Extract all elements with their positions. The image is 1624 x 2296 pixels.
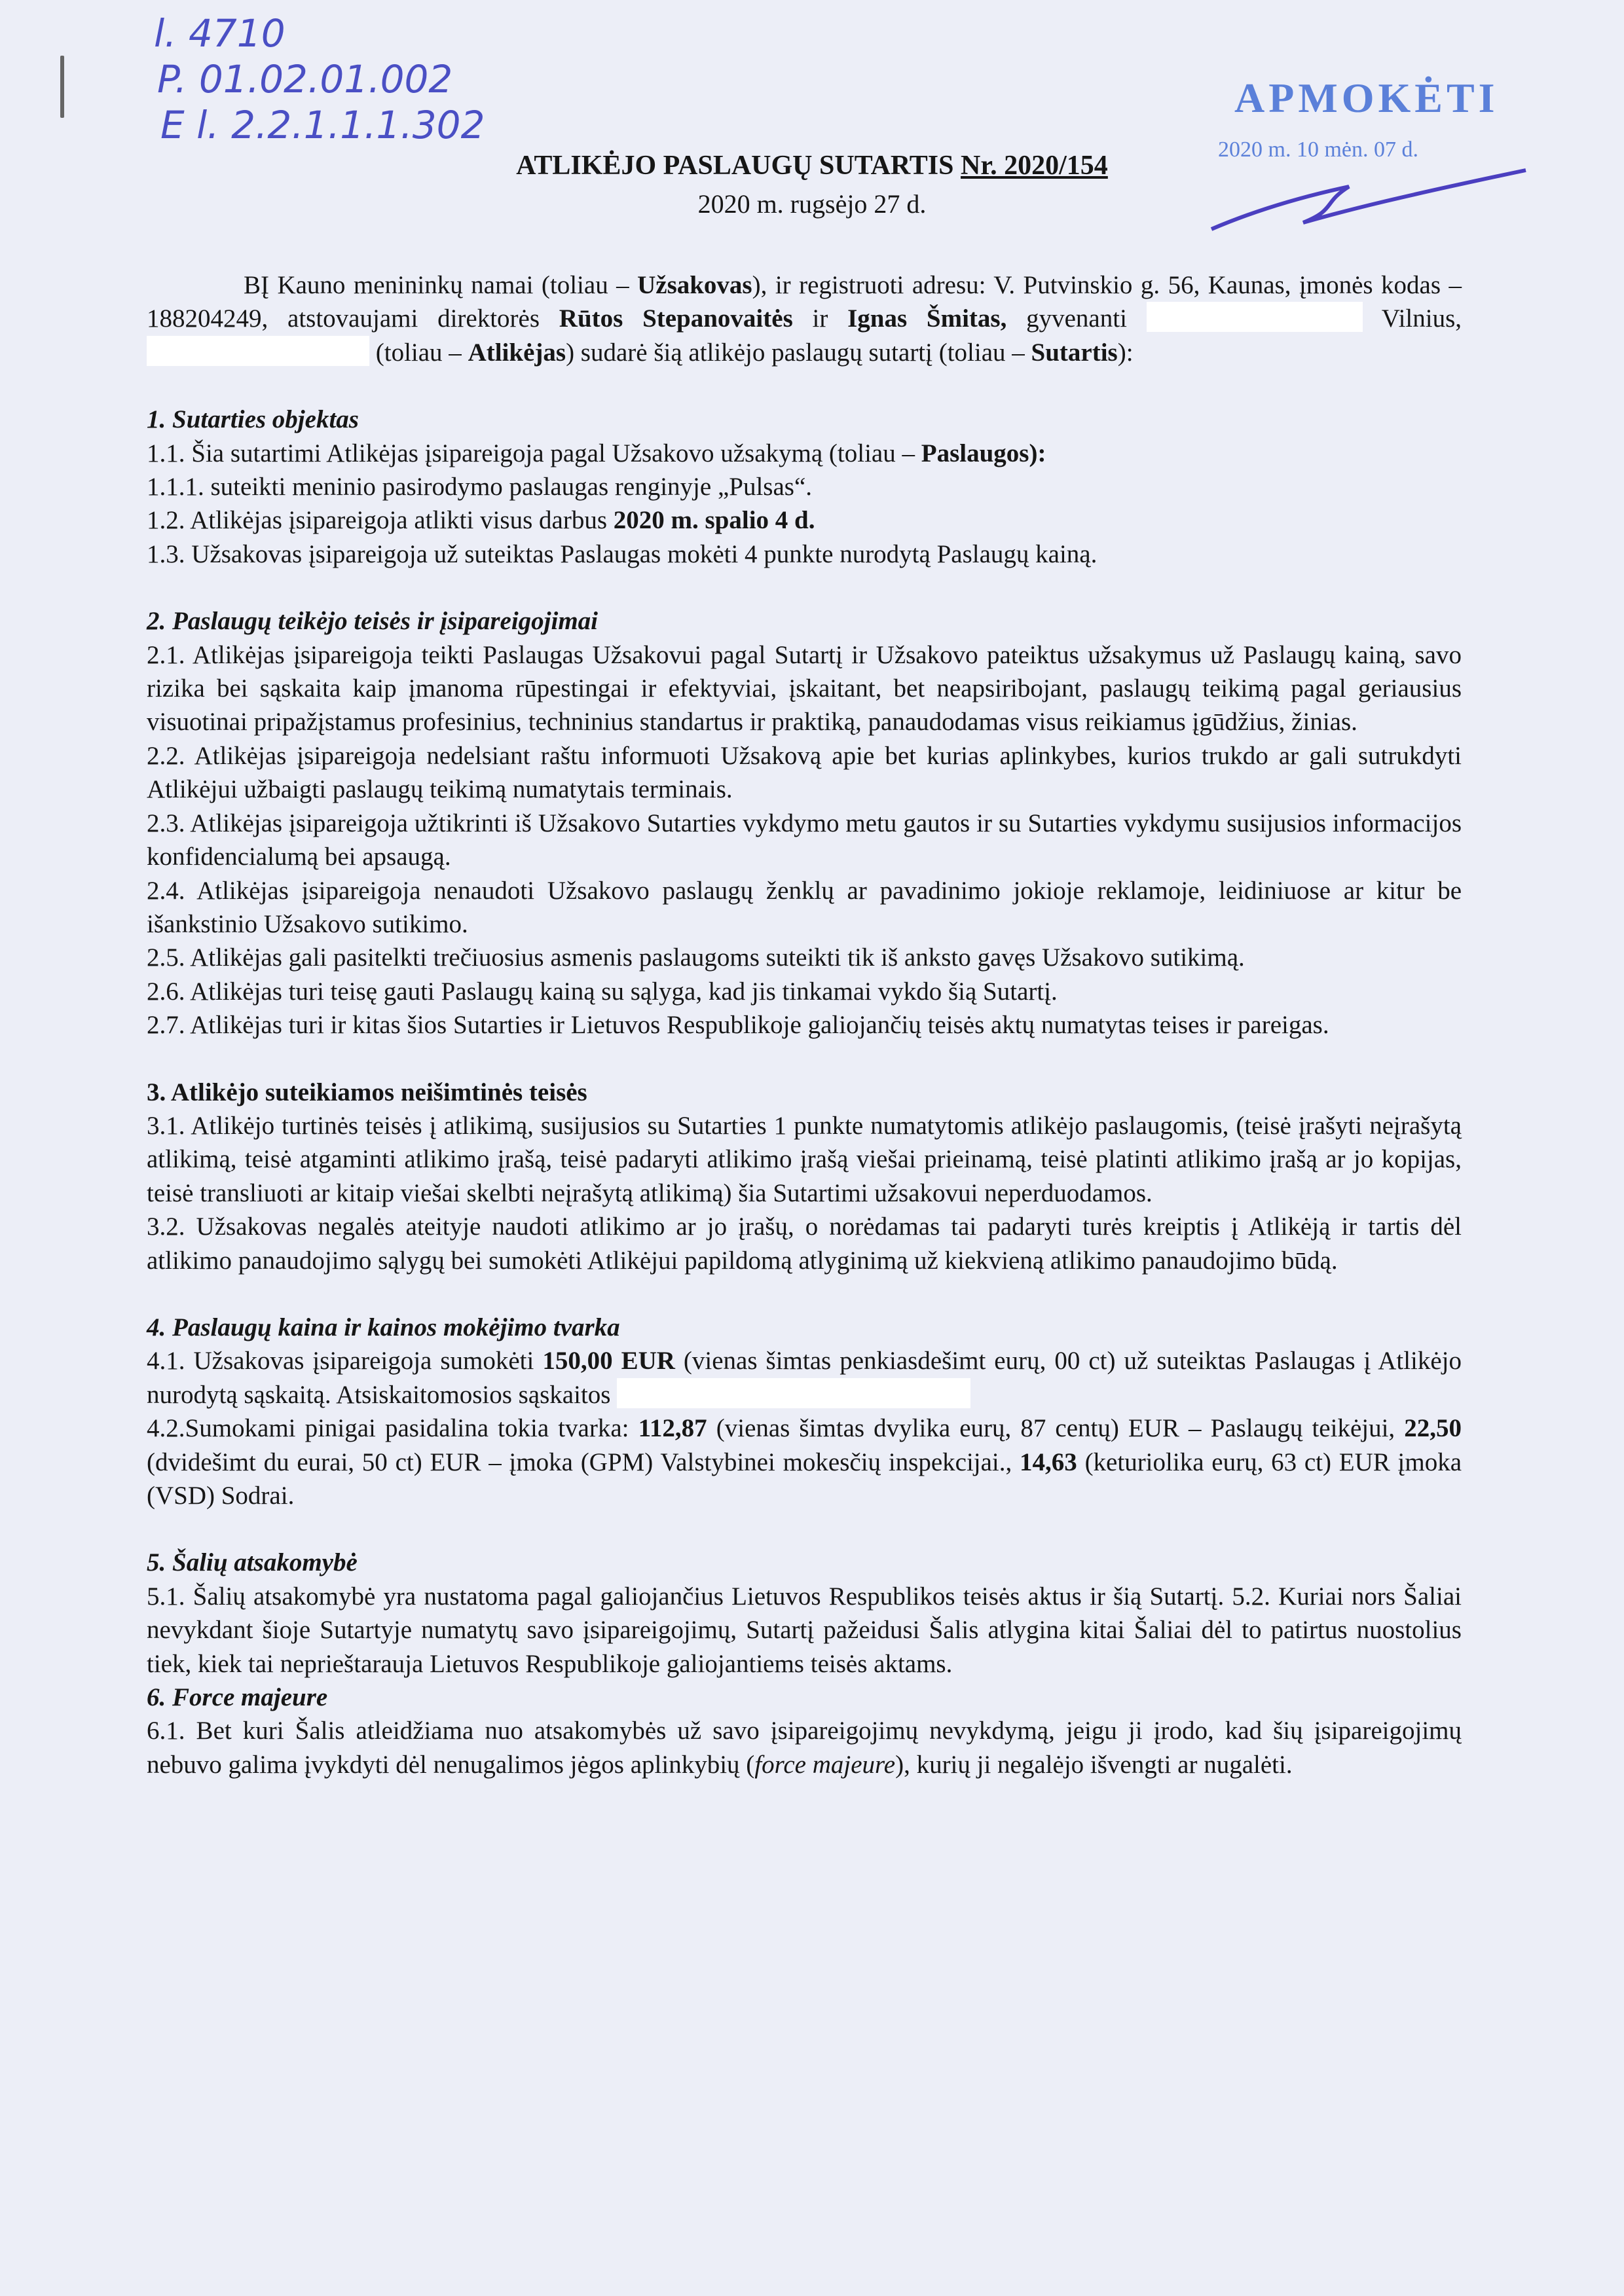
text-segment: 1. Sutarties objektas	[147, 405, 359, 434]
text-segment: ir	[792, 304, 848, 333]
binder-mark	[60, 56, 64, 118]
bold-text: 112,87	[638, 1414, 707, 1443]
section-gap	[147, 1042, 1462, 1076]
text-segment: 1.2. Atlikėjas įsipareigoja atlikti visus darbus	[147, 506, 614, 535]
text-segment: 6. Force majeure	[147, 1683, 328, 1712]
paragraph	[147, 739, 1462, 807]
paragraph	[147, 1109, 1462, 1210]
section-heading	[147, 604, 1462, 638]
bold-text: 2020 m. spalio 4 d.	[613, 506, 815, 535]
handwritten-note-1: l. 4710	[154, 11, 286, 56]
document-body	[147, 268, 1462, 1781]
redacted-block	[147, 336, 369, 366]
paragraph	[147, 1210, 1462, 1277]
text-segment: 5.1. Šalių atsakomybė yra nustatoma pagal galiojančius Lietuvos Respublikos teisės aktus ir šią Sutartį. 5.2. Kuriai nors Šaliai nevykdant šioje Sutartyje numatytų savo įsipareigojimų, Sutartį pažeidusi Šalis atlygina kitai Šaliai dėl to patirtus nuostolius tiek, kiek tai neprieštarauja Lietuvos Respublikoje galiojantiems teisės aktams.	[147, 1582, 1462, 1678]
bold-text: 22,50	[1404, 1414, 1462, 1443]
text-segment: 1.3. Užsakovas įsipareigoja už suteiktas Paslaugas mokėti 4 punkte nurodytą Paslaugų kainą.	[147, 539, 1098, 568]
text-segment: 2. Paslaugų teikėjo teisės ir įsipareigojimai	[147, 607, 599, 636]
text-segment: (dvidešimt du eurai, 50 ct) EUR – įmoka (GPM) Valstybinei mokesčių inspekcijai.,	[147, 1448, 1020, 1476]
section-gap	[147, 1277, 1462, 1311]
text-segment: 2.4. Atlikėjas įsipareigoja nenaudoti Užsakovo paslaugų ženklų ar pavadinimo jokioje reklamoje, leidiniuose ar kitur be išankstinio Užsakovo sutikimo.	[147, 876, 1462, 938]
paragraph	[147, 1008, 1462, 1042]
bold-text: Ignas Šmitas,	[847, 304, 1007, 333]
redacted-block	[1147, 302, 1363, 332]
text-segment: BĮ Kauno menininkų namai (toliau –	[244, 271, 638, 299]
bold-text: Paslaugos):	[921, 439, 1046, 467]
document-date: 2020 m. rugsėjo 27 d.	[697, 189, 927, 219]
text-segment: 3.1. Atlikėjo turtinės teisės į atlikimą, susijusios su Sutarties 1 punkte numatytomis atlikėjo paslaugomis, (teisė įrašyti neįrašytą atlikimą, teisė atgaminti atlikimo įrašą, teisė padaryti atlikimo įrašą viešai prieinamą, teisė platinti atlikimo įrašą ar jo kopijas, teisė transliuoti ar kitaip viešai skelbti neįrašytą atlikimą) šia Sutartimi užsakovui neperduodamos.	[147, 1111, 1462, 1207]
text-segment: 3.2. Užsakovas negalės ateityje naudoti atlikimo ar jo įrašų, o norėdamas tai padaryti turės kreiptis į Atlikėją ir tartis dėl atlikimo panaudojimo sąlygų bei sumokėti Atlikėjui papildomą atlyginimą už kiekvieną atlikimo panaudojimo būdą.	[147, 1212, 1462, 1275]
section-heading	[147, 1681, 1462, 1714]
section-gap	[147, 571, 1462, 604]
document-title	[0, 149, 1624, 182]
text-segment: 6.1. Bet kuri Šalis atleidžiama nuo atsakomybės už savo įsipareigojimų nevykdymą, jeigu ji įrodo, kad šių įsipareigojimų nebuvo galima įvykdyti dėl nenugalimos jėgos aplinkybių (	[147, 1717, 1462, 1779]
text-segment: 1.1. Šia sutartimi Atlikėjas įsipareigoja pagal Užsakovo užsakymą (toliau –	[147, 439, 921, 467]
bold-text: Sutartis	[1031, 338, 1118, 367]
text-segment: 3. Atlikėjo suteikiamos neišimtinės teisės	[147, 1078, 587, 1106]
paragraph	[147, 941, 1462, 974]
stamp-paid-title: APMOKĖTI	[1234, 75, 1499, 121]
paragraph	[147, 638, 1462, 739]
title-text: ATLIKĖJO PASLAUGŲ SUTARTIS	[516, 151, 961, 181]
italic-text: force majeure	[754, 1750, 896, 1779]
text-segment: 4. Paslaugų kaina ir kainos mokėjimo tvarka	[147, 1313, 620, 1341]
paragraph	[147, 538, 1462, 571]
section-gap	[147, 369, 1462, 403]
paragraph	[147, 503, 1462, 537]
paragraph	[147, 1344, 1462, 1412]
text-segment: ), kurių ji negalėjo išvengti ar nugalėti.	[895, 1750, 1293, 1779]
text-segment: 1.1.1. suteikti meninio pasirodymo paslaugas renginyje „Pulsas“.	[147, 473, 812, 501]
paragraph	[147, 975, 1462, 1008]
text-segment: 2.7. Atlikėjas turi ir kitas šios Sutarties ir Lietuvos Respublikoje galiojančių teisės aktų numatytas teises ir pareigas.	[147, 1011, 1329, 1040]
paragraph	[147, 268, 1462, 369]
redacted-block	[617, 1378, 970, 1408]
text-segment: 2.1. Atlikėjas įsipareigoja teikti Paslaugas Užsakovui pagal Sutartį ir Užsakovo pateiktus užsakymus už Paslaugų kainą, savo rizika bei sąskaita kaip įmanoma rūpestingai ir efektyviai, įskaitant, bet neapsiribojant, paslaugų teikimą pagal geriausius visuotinai pripažįstamus profesinius, techninius standartus ir praktiką, panaudodamas visus reikiamus įgūdžius, žinias.	[147, 640, 1462, 737]
text-segment: (keturiolika eurų, 63 ct) EUR įmoka (VSD) Sodrai.	[147, 1448, 1462, 1510]
text-segment: ):	[1117, 338, 1134, 367]
contract-number: Nr. 2020/154	[961, 151, 1108, 181]
paragraph	[147, 874, 1462, 941]
section-heading	[147, 1546, 1462, 1579]
bold-text: Užsakovas	[637, 271, 752, 299]
text-segment: 5. Šalių atsakomybė	[147, 1548, 358, 1577]
handwritten-note-2: P. 01.02.01.002	[157, 57, 453, 101]
text-segment: 4.1. Užsakovas įsipareigoja sumokėti	[147, 1347, 543, 1376]
paragraph	[147, 1580, 1462, 1681]
bold-text: Atlikėjas	[468, 338, 566, 367]
section-gap	[147, 1512, 1462, 1546]
text-segment: ) sudarė šią atlikėjo paslaugų sutartį (toliau –	[566, 338, 1031, 367]
text-segment: 2.5. Atlikėjas gali pasitelkti trečiuosius asmenis paslaugoms suteikti tik iš anksto gavęs Užsakovo sutikimą.	[147, 943, 1245, 972]
paragraph	[147, 437, 1462, 470]
text-segment: Vilnius,	[1362, 304, 1462, 333]
text-segment: gyvenanti	[1006, 304, 1147, 333]
text-segment: 4.2.Sumokami pinigai pasidalina tokia tvarka:	[147, 1414, 638, 1443]
bold-text: 150,00 EUR	[542, 1347, 675, 1376]
section-heading	[147, 1076, 1462, 1109]
text-segment: 2.2. Atlikėjas įsipareigoja nedelsiant raštu informuoti Užsakovą apie bet kurias aplinkybes, kurios trukdo ar gali sutrukdyti Atlikėjui užbaigti paslaugų teikimą numatytais terminais.	[147, 741, 1462, 804]
bold-text: 14,63	[1020, 1448, 1077, 1476]
paragraph	[147, 1714, 1462, 1781]
paragraph	[147, 1412, 1462, 1512]
paragraph	[147, 470, 1462, 503]
section-heading	[147, 1311, 1462, 1344]
section-heading	[147, 403, 1462, 436]
text-segment: ), ir registruoti adresu: V. Putvinskio g. 56, Kaunas, įmonės kodas – 188204249, atstovaujami direktorės	[147, 271, 1462, 333]
paragraph	[147, 807, 1462, 874]
text-segment: (vienas šimtas penkiasdešimt eurų, 00 ct) už suteiktas Paslaugas į Atlikėjo nurodytą sąskaitą. Atsiskaitomosios sąskaitos	[147, 1347, 1462, 1409]
text-segment: 2.6. Atlikėjas turi teisę gauti Paslaugų kainą su sąlyga, kad jis tinkamai vykdo šią Sutartį.	[147, 977, 1058, 1006]
text-segment: (toliau –	[369, 338, 468, 367]
text-segment: 2.3. Atlikėjas įsipareigoja užtikrinti iš Užsakovo Sutarties vykdymo metu gautos ir su Sutarties vykdymu susijusios informacijos konfidencialumą bei apsaugą.	[147, 809, 1462, 871]
stamp-paid-date: 2020 m. 10 mėn. 07 d.	[1218, 137, 1418, 162]
handwritten-note-3: E l. 2.2.1.1.1.302	[160, 103, 485, 147]
text-segment: (vienas šimtas dvylika eurų, 87 centų) EUR – Paslaugų teikėjui,	[707, 1414, 1405, 1443]
bold-text: Rūtos Stepanovaitės	[559, 304, 793, 333]
